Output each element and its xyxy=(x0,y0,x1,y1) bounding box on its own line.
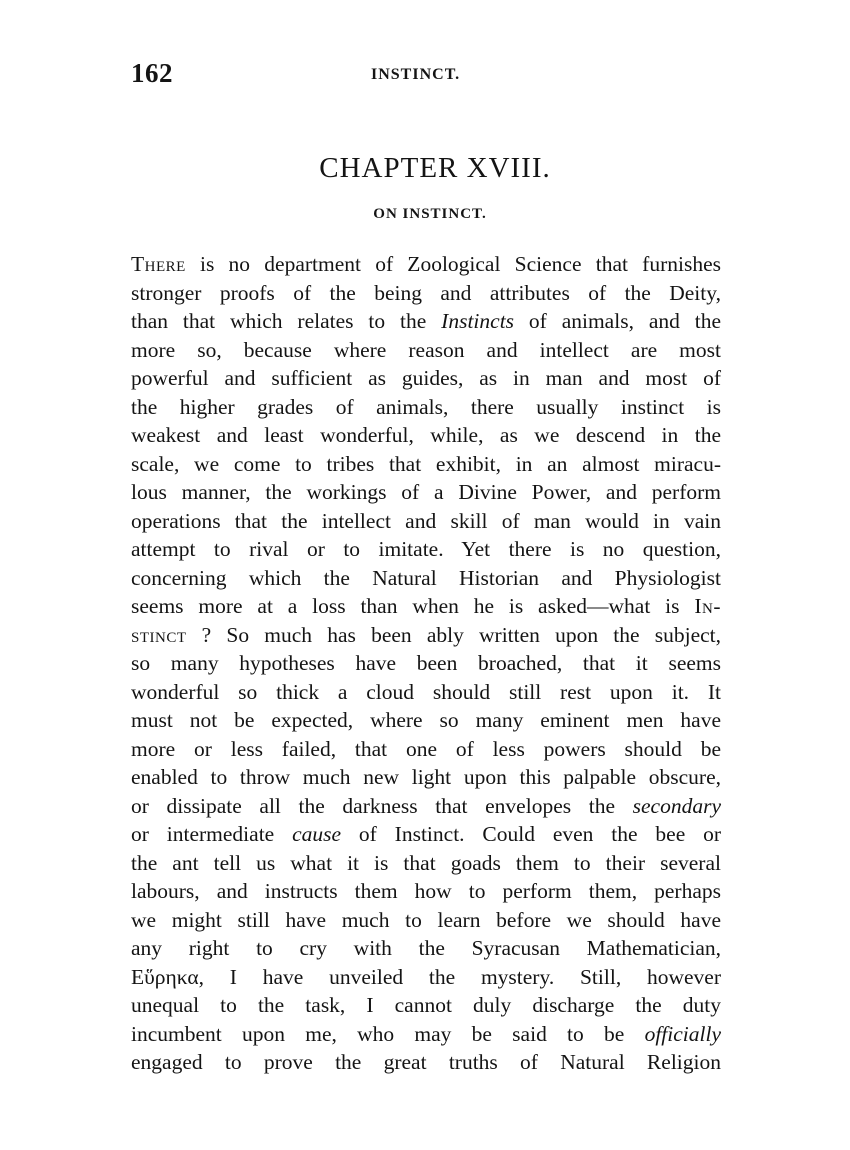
text-segment: or dissipate all the darkness that envelopes the xyxy=(131,793,633,818)
text-line xyxy=(131,621,721,650)
text-line xyxy=(131,792,721,821)
text-line xyxy=(131,307,721,336)
text-segment: so many hypotheses have been broached, that it seems xyxy=(131,651,721,675)
chapter-title: CHAPTER XVIII. xyxy=(319,152,551,184)
text-segment: Εὕρηκα, I have unveiled the mystery. Still, however xyxy=(131,964,721,989)
text-segment: scale, we come to tribes that exhibit, in an almost miracu- xyxy=(131,451,721,476)
text-segment: ? So much has been ably written upon the subject, xyxy=(186,622,721,647)
text-line xyxy=(131,763,721,792)
text-segment: is no department of Zoological Science that furnishes xyxy=(185,252,721,276)
text-line xyxy=(131,336,721,365)
text-line xyxy=(131,649,721,678)
text-line xyxy=(131,478,721,507)
text-segment: lous manner, the workings of a Divine Power, and perform xyxy=(131,480,721,504)
text-segment: engaged to prove the great truths of Natural Religion xyxy=(131,1050,721,1074)
text-segment: than that which relates to the xyxy=(131,309,442,333)
text-segment: any right to cry with the Syracusan Mathematician, xyxy=(131,936,721,960)
small-caps-text: stinct xyxy=(131,622,187,647)
text-line xyxy=(131,906,721,935)
italic-text: cause xyxy=(292,822,342,846)
text-line xyxy=(131,991,721,1020)
text-segment: we might still have much to learn before we should have xyxy=(131,907,721,932)
text-segment: weakest and least wonderful, while, as we descend in the xyxy=(131,423,721,447)
text-line xyxy=(131,706,721,735)
text-line xyxy=(131,934,721,963)
text-line xyxy=(131,1048,721,1077)
text-segment: or intermediate xyxy=(131,822,293,846)
italic-text: secondary xyxy=(632,793,721,818)
text-segment: more or less failed, that one of less powers should be xyxy=(131,736,721,761)
text-segment: more so, because where reason and intellect are most xyxy=(131,337,721,362)
small-caps-text: In- xyxy=(694,594,721,618)
text-segment: operations that the intellect and skill of man would in vain xyxy=(131,508,721,533)
text-line xyxy=(131,849,721,878)
page-number: 162 xyxy=(131,58,173,88)
text-line xyxy=(131,364,721,393)
text-line xyxy=(131,678,721,707)
text-segment: enabled to throw much new light upon this palpable obscure, xyxy=(131,765,721,789)
text-line xyxy=(131,535,721,564)
text-line xyxy=(131,564,721,593)
text-line xyxy=(131,877,721,906)
text-segment: powerful and sufficient as guides, as in man and most of xyxy=(131,366,721,390)
text-segment: must not be expected, where so many eminent men have xyxy=(131,708,721,732)
text-line xyxy=(131,963,721,992)
text-line xyxy=(131,592,721,621)
text-segment: incumbent upon me, who may be said to be xyxy=(131,1021,645,1046)
small-caps-text: There xyxy=(131,252,186,276)
text-line xyxy=(131,507,721,536)
text-segment: labours, and instructs them how to perform them, perhaps xyxy=(131,879,721,903)
text-segment: of animals, and the xyxy=(514,309,722,333)
text-segment: stronger proofs of the being and attributes of the Deity, xyxy=(131,280,721,305)
text-line xyxy=(131,1020,721,1049)
running-head xyxy=(131,58,721,94)
text-segment: attempt to rival or to imitate. Yet there is no question, xyxy=(131,537,721,561)
text-segment: concerning which the Natural Historian and Physiologist xyxy=(131,565,721,590)
text-line xyxy=(131,450,721,479)
italic-text: Instincts xyxy=(441,309,515,333)
text-segment: the higher grades of animals, there usually instinct is xyxy=(131,394,721,419)
running-title: INSTINCT. xyxy=(371,66,461,83)
text-segment: the ant tell us what it is that goads them to their several xyxy=(131,850,721,875)
text-line xyxy=(131,820,721,849)
text-line xyxy=(131,735,721,764)
text-line xyxy=(131,279,721,308)
text-segment: of Instinct. Could even the bee or xyxy=(341,822,722,846)
text-segment: seems more at a loss than when he is asked—what is xyxy=(131,594,695,618)
text-line xyxy=(131,393,721,422)
text-line xyxy=(131,250,721,279)
text-segment: unequal to the task, I cannot duly discharge the duty xyxy=(131,993,721,1017)
italic-text: officially xyxy=(644,1021,721,1046)
chapter-subtitle: ON INSTINCT. xyxy=(373,206,487,222)
text-line xyxy=(131,421,721,450)
text-segment: wonderful so thick a cloud should still rest upon it. It xyxy=(131,679,721,704)
body-text xyxy=(131,250,721,1077)
